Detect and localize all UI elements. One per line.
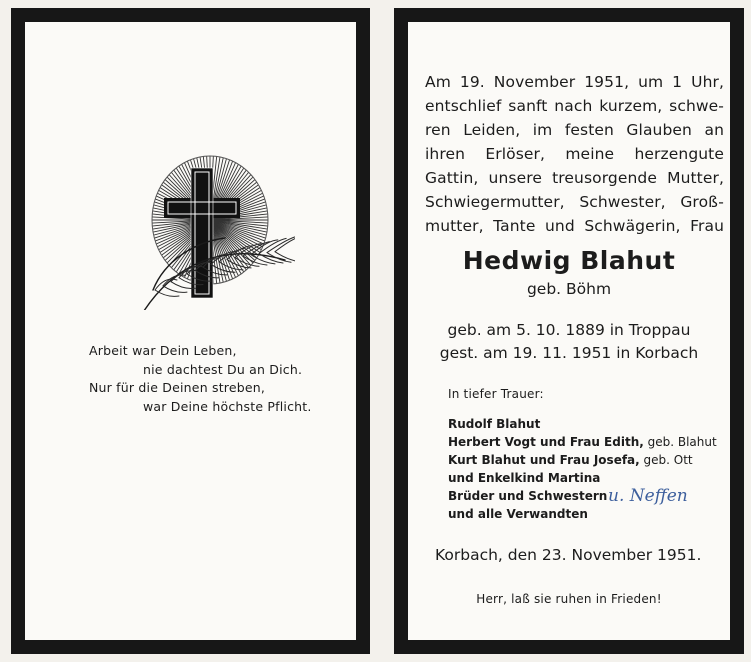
notice-line: entschlief sanft nach kurzem, schwe- (425, 97, 724, 115)
mourner-entry: Rudolf Blahut (448, 417, 541, 431)
left-card-frame (11, 8, 370, 654)
poem-line: nie dachtest Du an Dich. (143, 361, 303, 377)
mourner-entry: Kurt Blahut und Frau Josefa, geb. Ott (448, 453, 693, 467)
maiden-name: geb. Böhm (526, 280, 612, 298)
left-card (25, 22, 356, 640)
notice-line: Am 19. November 1951, um 1 Uhr, (425, 73, 724, 91)
right-card (408, 22, 730, 640)
memorial-poem (89, 342, 349, 416)
birth-info: geb. am 5. 10. 1889 in Troppau (447, 321, 691, 339)
notice-line: Gattin, unsere treusorgende Mutter, (425, 169, 724, 187)
place-and-date: Korbach, den 23. November 1951. (435, 546, 702, 564)
mourner-entry: und alle Verwandten (448, 507, 588, 521)
notice-line: mutter, Tante und Schwägerin, Frau (425, 217, 724, 235)
poem-line: Nur für die Deinen streben, (89, 380, 266, 395)
handwritten-note: u. Neffen (608, 486, 688, 506)
mourner-entry: Herbert Vogt und Frau Edith, geb. Blahut (448, 435, 717, 449)
notice-line: ren Leiden, im festen Glauben an (425, 121, 724, 139)
closing-prayer: Herr, laß sie ruhen in Frieden! (476, 592, 662, 606)
deceased-name: Hedwig Blahut (462, 246, 676, 275)
death-notice-text (425, 70, 724, 238)
mourner-entry: Brüder und Schwestern (448, 489, 608, 503)
cross-with-palm-icon (125, 150, 295, 310)
notice-line: ihren Erlöser, meine herzengute (425, 145, 724, 163)
poem-line: Arbeit war Dein Leben, (89, 343, 237, 358)
notice-line: Schwiegermutter, Schwester, Groß- (425, 193, 724, 211)
poem-line: war Deine höchste Pflicht. (143, 398, 312, 414)
mourners-list (448, 415, 717, 523)
right-card-frame (394, 8, 744, 654)
death-info: gest. am 19. 11. 1951 in Korbach (439, 344, 699, 362)
mourner-entry: und Enkelkind Martina (448, 471, 601, 485)
mourning-heading: In tiefer Trauer: (448, 387, 544, 401)
